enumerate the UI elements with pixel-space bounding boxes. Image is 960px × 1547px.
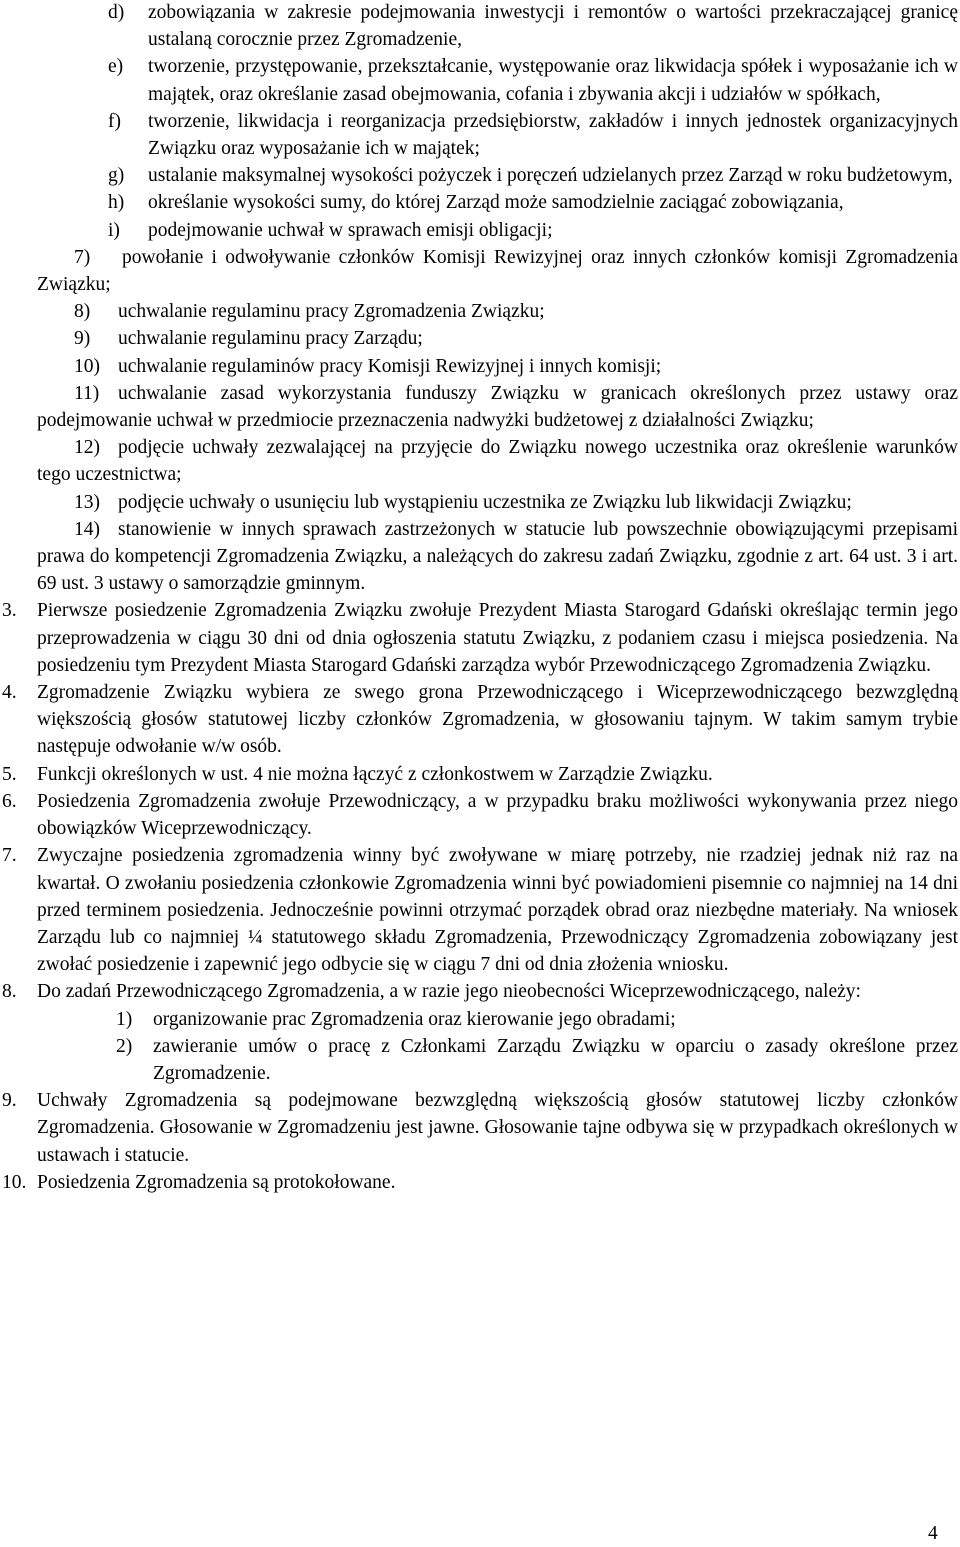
- list-item-i: [108, 217, 958, 244]
- section-label: 6.: [2, 790, 17, 812]
- section-label: 8.: [2, 981, 17, 1003]
- section-label: 7.: [2, 845, 17, 867]
- page-number: 4: [928, 1523, 938, 1544]
- list-item-f: [108, 108, 958, 162]
- section-text: Funkcji określonych w ust. 4 nie można łączyć z członkostwem w Zarządzie Związku.: [37, 763, 713, 785]
- list-item-12: [37, 434, 958, 488]
- list-item-g: [108, 162, 958, 189]
- list-item-7: [37, 244, 958, 298]
- list-item-label: 9): [74, 328, 91, 350]
- section-label: 5.: [2, 763, 17, 785]
- list-item-label: 13): [74, 491, 100, 513]
- list-item-text: zobowiązania w zakresie podejmowania inwestycji i remontów o wartości przekraczającej granicę ustalaną corocznie przez Zgromadzenie,: [148, 2, 958, 51]
- list-item-label: h): [108, 192, 125, 214]
- list-item-d: [108, 0, 958, 53]
- list-item-text: podejmowanie uchwał w sprawach emisji obligacji;: [148, 219, 553, 241]
- list-item-text: tworzenie, likwidacja i reorganizacja przedsiębiorstw, zakładów i innych jednostek organizacyjnych Związku oraz wyposażanie ich w majątek;: [148, 110, 958, 160]
- list-item-13: [37, 489, 958, 516]
- list-item-14: [37, 516, 958, 598]
- section-6: [0, 788, 958, 842]
- section-text: Uchwały Zgromadzenia są podejmowane bezwzględną większością głosów statutowej liczby członków Zgromadzenia. Głosowanie w Zgromadzeniu jest jawne. Głosowanie tajne odbywa się w przypadkach określonych w ustawach i statucie.: [37, 1090, 958, 1166]
- list-item-text: uchwalanie regulaminu pracy Zgromadzenia Związku;: [118, 301, 545, 323]
- section-5: [0, 761, 958, 788]
- section-4: [0, 679, 958, 761]
- list-item-text: stanowienie w innych sprawach zastrzeżonych w statucie lub powszechnie obowiązującymi przepisami prawa do kompetencji Zgromadzenia Związku, a należących do zakresu zadań Związku, zgodnie z art. 64 ust. 3 i art. 69 ust. 3 ustawy o samorządzie gminnym.: [37, 518, 958, 595]
- list-item-label: 14): [74, 518, 100, 540]
- list-item-e: [108, 53, 958, 107]
- list-item-label: 8): [74, 301, 91, 323]
- list-item-label: 10): [74, 355, 100, 377]
- list-item-8: [37, 298, 958, 325]
- list-item-label: f): [108, 110, 121, 132]
- list-item-text: tworzenie, przystępowanie, przekształcanie, występowanie oraz likwidacja spółek i wyposażanie ich w majątek, oraz określanie zasad obejmowania, cofania i zbywania akcji i udziałów w spółkach,: [148, 56, 958, 105]
- section-text: Zwyczajne posiedzenia zgromadzenia winny być zwoływane w miarę potrzeby, nie rzadziej jednak niż raz na kwartał. O zwołaniu posiedzenia członkowie Zgromadzenia winni być powiadomieni pisemnie co najmniej na 14 dni przed terminem posiedzenia. Jednocześnie powinni otrzymać porządek obrad oraz niezbędne materiały. Na wniosek Zarządu lub co najmniej ¼ statutowego składu Zgromadzenia, Przewodniczący Zgromadzenia zobowiązany jest zwołać posiedzenie i zapewnić jego odbycie się w ciągu 7 dni od dnia złożenia wniosku.: [37, 845, 958, 976]
- list-item-text: ustalanie maksymalnej wysokości pożyczek i poręczeń udzielanych przez Zarząd w roku budżetowym,: [148, 165, 953, 187]
- list-item-10: [37, 353, 958, 380]
- section-text: Zgromadzenie Związku wybiera ze swego grona Przewodniczącego i Wiceprzewodniczącego bezwzględną większością głosów statutowej liczby członków Zgromadzenia, w głosowaniu tajnym. W takim samym trybie następuje odwołanie w/w osób.: [37, 682, 958, 758]
- list-item-label: g): [108, 165, 125, 187]
- list-item-label: 7): [74, 246, 91, 268]
- list-item-text: uchwalanie regulaminów pracy Komisji Rewizyjnej i innych komisji;: [118, 355, 662, 377]
- list-item-text: zawieranie umów o pracę z Członkami Zarządu Związku w oparciu o zasady określone przez Zgromadzenie.: [153, 1035, 958, 1084]
- list-item-11: [37, 380, 958, 434]
- list-item-9: [37, 325, 958, 352]
- section-8: [0, 978, 958, 1005]
- section-text: Pierwsze posiedzenie Zgromadzenia Związku zwołuje Prezydent Miasta Starogard Gdański określając termin jego przeprowadzenia w ciągu 30 dni od dnia ogłoszenia statutu Związku, z podaniem czasu i miejsca posiedzenia. Na posiedzeniu tym Prezydent Miasta Starogard Gdański zarządza wybór Przewodniczącego Zgromadzenia Związku.: [37, 600, 958, 676]
- list-item-label: 12): [74, 437, 100, 459]
- section-label: 10.: [2, 1171, 27, 1193]
- section-text: Posiedzenia Zgromadzenia są protokołowane.: [37, 1171, 396, 1193]
- list-item-h: [108, 189, 958, 216]
- list-item-label: 11): [74, 382, 100, 404]
- list-item-label: d): [108, 2, 125, 23]
- section-label: 4.: [2, 682, 17, 704]
- section-text: Posiedzenia Zgromadzenia zwołuje Przewodniczący, a w przypadku braku możliwości wykonywania przez niego obowiązków Wiceprzewodniczący.: [37, 790, 958, 840]
- section-3: [0, 597, 958, 679]
- section-10: [0, 1169, 958, 1196]
- list-item-label: e): [108, 56, 124, 78]
- list-item-text: uchwalanie zasad wykorzystania funduszy Związku w granicach określonych przez ustawy oraz podejmowanie uchwał w przedmiocie przeznaczenia nadwyżki budżetowej z działalności Związku;: [37, 382, 958, 432]
- list-item-label: i): [108, 219, 120, 241]
- list-item-text: uchwalanie regulaminu pracy Zarządu;: [118, 328, 423, 350]
- list-item-label: 2): [116, 1035, 133, 1057]
- section-8-item-2: [112, 1033, 958, 1087]
- section-text: Do zadań Przewodniczącego Zgromadzenia, a w razie jego nieobecności Wiceprzewodniczącego, należy:: [37, 981, 861, 1003]
- section-8-item-1: [112, 1006, 958, 1033]
- list-item-label: 1): [116, 1008, 133, 1030]
- section-label: 3.: [2, 600, 17, 622]
- section-7: [0, 842, 958, 978]
- list-item-text: określanie wysokości sumy, do której Zarząd może samodzielnie zaciągać zobowiązania,: [148, 192, 844, 214]
- section-label: 9.: [2, 1090, 17, 1112]
- section-9: [0, 1087, 958, 1169]
- list-item-text: podjęcie uchwały zezwalającej na przyjęcie do Związku nowego uczestnika oraz określenie warunków tego uczestnictwa;: [37, 437, 958, 486]
- list-item-text: powołanie i odwoływanie członków Komisji Rewizyjnej oraz innych członków komisji Zgromadzenia Związku;: [37, 246, 958, 296]
- list-item-text: organizowanie prac Zgromadzenia oraz kierowanie jego obradami;: [153, 1008, 676, 1030]
- list-item-text: podjęcie uchwały o usunięciu lub wystąpieniu uczestnika ze Związku lub likwidacji Związku;: [118, 491, 852, 513]
